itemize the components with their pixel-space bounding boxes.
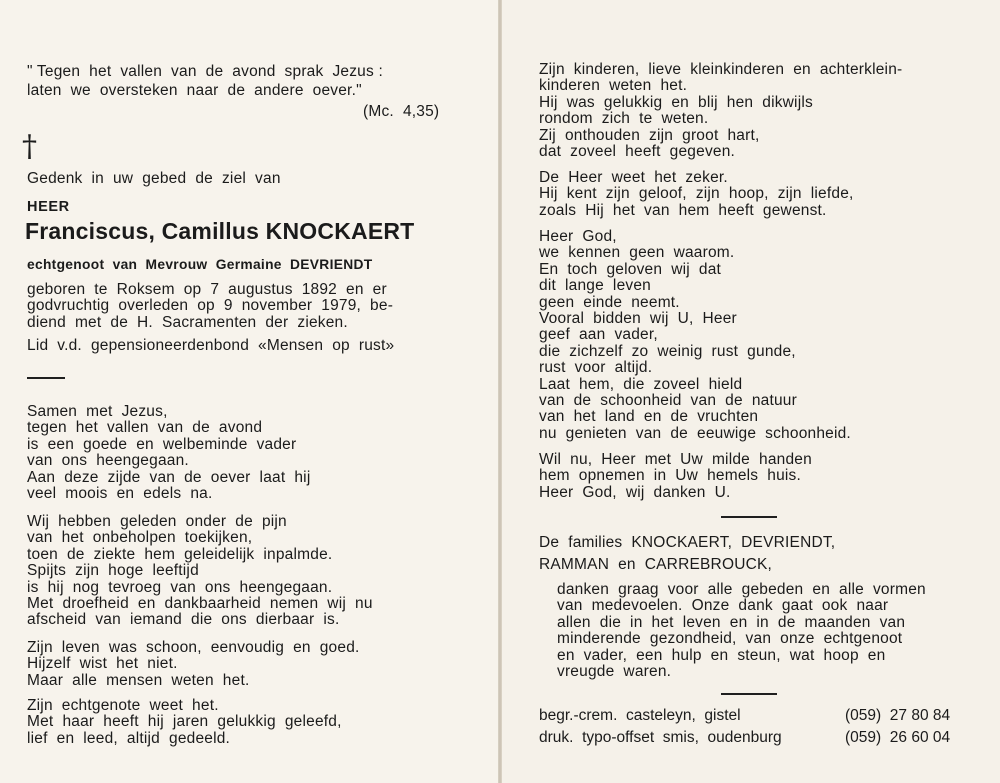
poem-line: hem opnemen in Uw hemels huis.: [539, 467, 802, 485]
poem-line: Met haar heeft hij jaren gelukkig geleefd,: [27, 713, 342, 731]
poem-line: Hij kent zijn geloof, zijn hoop, zijn liefde,: [539, 185, 854, 203]
bio-line: diend met de H. Sacramenten der zieken.: [27, 313, 348, 331]
poem-line: Zij onthouden zijn groot hart,: [539, 126, 760, 144]
title-heer: HEER: [27, 199, 70, 215]
divider: [27, 377, 65, 379]
poem-line: is een goede en welbeminde vader: [27, 435, 297, 453]
poem-line: we kennen geen waarom.: [539, 244, 735, 262]
poem-line: Spijts zijn hoge leeftijd: [27, 562, 199, 580]
poem-line: Samen met Jezus,: [27, 403, 168, 420]
poem-line: rust voor altijd.: [539, 359, 653, 377]
stanza: [539, 62, 902, 160]
quote-reference: (Mc. 4,35): [363, 103, 440, 120]
poem-line: Hij was gelukkig en blij hen dikwijls: [539, 93, 813, 111]
bio-line: geboren te Roksem op 7 augustus 1892 en er: [27, 281, 387, 298]
thanks-line: van medevoelen. Onze dank gaat ook naar: [557, 597, 889, 615]
poem-line: Vooral bidden wij U, Heer: [539, 310, 737, 328]
poem-line: Heer God,: [539, 228, 617, 245]
poem-line: tegen het vallen van de avond: [27, 419, 263, 437]
poem-line: kinderen weten het.: [539, 77, 688, 95]
poem-line: nu genieten van de eeuwige schoonheid.: [539, 424, 851, 442]
poem-line: lief en leed, altijd gedeeld.: [27, 729, 231, 747]
stanza: [539, 229, 851, 442]
poem-line: toen de ziekte hem geleidelijk inpalmde.: [27, 545, 333, 563]
poem-line: dit lange leven: [539, 277, 651, 295]
poem-line: van het land en de vruchten: [539, 408, 759, 426]
left-page: [0, 0, 498, 783]
poem-line: veel moois en edels na.: [27, 485, 213, 503]
thanks-line: danken graag voor alle gebeden en alle vormen: [557, 581, 926, 598]
divider: [721, 693, 777, 695]
printer-label: begr.-crem. casteleyn, gistel: [539, 707, 741, 724]
printer-phone: (059) 27 80 84: [845, 707, 951, 724]
thanks-line: en vader, een hulp en steun, wat hoop en: [557, 646, 886, 664]
printer-label: druk. typo-offset smis, oudenburg: [539, 729, 782, 746]
poem-line: rondom zich te weten.: [539, 110, 709, 128]
spouse-line: echtgenoot van Mevrouw Germaine DEVRIENDT: [27, 257, 373, 272]
thanks-line: vreugde waren.: [557, 663, 672, 681]
poem-line: Maar alle mensen weten het.: [27, 671, 250, 689]
cross-icon: †: [22, 129, 37, 164]
bio-line: godvruchtig overleden op 9 november 1979, be-: [27, 297, 394, 315]
poem-line: De Heer weet het zeker.: [539, 169, 728, 186]
quote-line: laten we oversteken naar de andere oever.": [27, 82, 362, 100]
poem-line: Zijn leven was schoon, eenvoudig en goed.: [27, 639, 360, 656]
stanza: [539, 170, 854, 219]
poem-line: Wil nu, Heer met Uw milde handen: [539, 451, 812, 468]
poem-line: van ons heengegaan.: [27, 452, 189, 470]
poem-line: afscheid van iemand die ons dierbaar is.: [27, 611, 340, 629]
poem-line: En toch geloven wij dat: [539, 260, 722, 278]
poem-line: Zijn kinderen, lieve kleinkinderen en achterklein-: [539, 61, 903, 78]
stanza: [27, 514, 373, 629]
poem-line: zoals Hij het van hem heeft gewenst.: [539, 201, 827, 219]
printer-info: [539, 705, 950, 749]
deceased-name: Franciscus, Camillus KNOCKAERT: [25, 218, 415, 244]
poem-line: geen einde neemt.: [539, 293, 680, 311]
bible-quote: [27, 64, 383, 100]
poem-line: Laat hem, die zoveel hield: [539, 375, 743, 393]
thanks-line: allen die in het leven en in de maanden van: [557, 613, 906, 631]
poem-line: dat zoveel heeft gegeven.: [539, 143, 736, 161]
poem-line: Zijn echtgenote weet het.: [27, 697, 219, 714]
remember-text: Gedenk in uw gebed de ziel van: [27, 170, 281, 187]
printer-phone: (059) 26 60 04: [845, 729, 951, 746]
bio-text: [27, 282, 393, 331]
poem-line: die zichzelf zo weinig rust gunde,: [539, 342, 796, 360]
poem-line: Wij hebben geleden onder de pijn: [27, 513, 287, 530]
families-text: De families KNOCKAERT, DEVRIENDT,: [539, 534, 836, 551]
poem-line: Met droefheid en dankbaarheid nemen wij nu: [27, 595, 373, 613]
right-page: [502, 0, 1000, 783]
membership-line: Lid v.d. gepensioneerdenbond «Mensen op rust»: [27, 337, 395, 354]
families-text: RAMMAN en CARREBROUCK,: [539, 556, 773, 574]
stanza: [27, 404, 310, 502]
thanks-text: [557, 582, 926, 680]
printer-row: [539, 705, 950, 727]
printer-row: [539, 727, 950, 749]
poem-line: is hij nog tevroeg van ons heengegaan.: [27, 578, 333, 596]
poem-line: Hijzelf wist het niet.: [27, 655, 178, 673]
families-line: [539, 535, 835, 574]
poem-line: Heer God, wij danken U.: [539, 483, 731, 501]
stanza: [27, 698, 342, 747]
stanza: [539, 452, 812, 501]
quote-line: " Tegen het vallen van de avond sprak Jezus :: [27, 63, 383, 80]
divider: [721, 516, 777, 518]
stanza: [27, 640, 360, 689]
poem-line: Aan deze zijde van de oever laat hij: [27, 468, 311, 486]
poem-line: geef aan vader,: [539, 326, 658, 344]
thanks-line: minderende gezondheid, van onze echtgenoot: [557, 630, 903, 648]
poem-line: van de schoonheid van de natuur: [539, 392, 797, 410]
poem-line: van het onbeholpen toekijken,: [27, 529, 253, 547]
